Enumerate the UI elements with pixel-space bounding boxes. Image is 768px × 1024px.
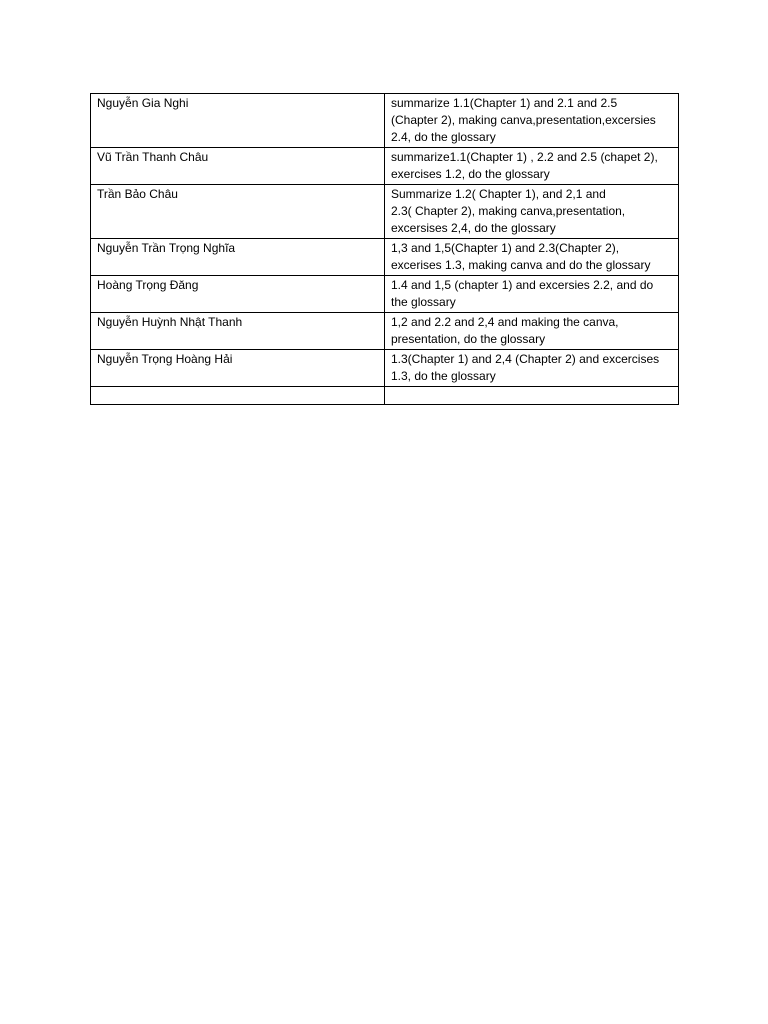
task-line: 1,2 and 2.2 and 2,4 and making the canva, <box>391 315 619 329</box>
task-cell <box>385 276 679 313</box>
task-line: excerises 1.3, making canva and do the glossary <box>391 258 651 272</box>
table-row <box>91 185 679 239</box>
task-line: 2.4, do the glossary <box>391 130 496 144</box>
member-name-cell: Nguyễn Gia Nghi <box>91 94 385 148</box>
task-cell <box>385 94 679 148</box>
table-row <box>91 239 679 276</box>
task-line: excersises 2,4, do the glossary <box>391 221 556 235</box>
task-cell <box>385 239 679 276</box>
task-line: 1.3(Chapter 1) and 2,4 (Chapter 2) and excercises <box>391 352 660 366</box>
member-name-cell: Trần Bảo Châu <box>91 185 385 239</box>
task-line: 2.3( Chapter 2), making canva,presentation, <box>391 204 626 218</box>
member-name-cell: Vũ Trần Thanh Châu <box>91 148 385 185</box>
empty-cell <box>385 387 679 405</box>
member-name-cell: Hoàng Trọng Đăng <box>91 276 385 313</box>
empty-cell <box>91 387 385 405</box>
task-line: Summarize 1.2( Chapter 1), and 2,1 and <box>391 187 606 201</box>
task-line: (Chapter 2), making canva,presentation,excersies <box>391 113 656 127</box>
member-name-cell: Nguyễn Trọng Hoàng Hải <box>91 350 385 387</box>
task-line: 1,3 and 1,5(Chapter 1) and 2.3(Chapter 2), <box>391 241 620 255</box>
task-line: summarize 1.1(Chapter 1) and 2.1 and 2.5 <box>391 96 618 110</box>
task-line: 1.4 and 1,5 (chapter 1) and excersies 2.2, and do <box>391 278 654 292</box>
table-row <box>91 276 679 313</box>
task-line: 1.3, do the glossary <box>391 369 496 383</box>
task-line: presentation, do the glossary <box>391 332 546 346</box>
table-row <box>91 350 679 387</box>
empty-table-row <box>91 387 679 405</box>
assignment-table <box>90 93 679 405</box>
task-cell <box>385 148 679 185</box>
table-row <box>91 313 679 350</box>
task-cell <box>385 350 679 387</box>
task-line: summarize1.1(Chapter 1) , 2.2 and 2.5 (chapet 2), <box>391 150 658 164</box>
table-row <box>91 148 679 185</box>
task-cell <box>385 313 679 350</box>
member-name-cell: Nguyễn Trần Trọng Nghĩa <box>91 239 385 276</box>
table-row <box>91 94 679 148</box>
task-line: exercises 1.2, do the glossary <box>391 167 550 181</box>
member-name-cell: Nguyễn Huỳnh Nhật Thanh <box>91 313 385 350</box>
task-line: the glossary <box>391 295 456 309</box>
task-cell <box>385 185 679 239</box>
